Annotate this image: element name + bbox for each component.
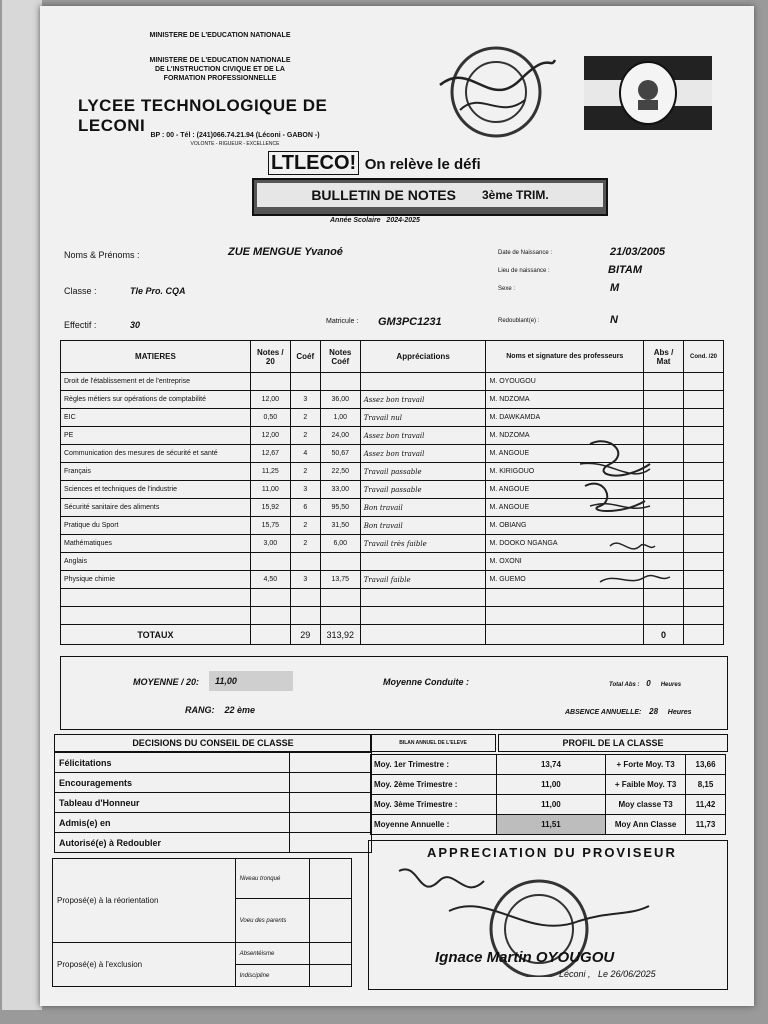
birthdate: 21/03/2005 [610,246,666,258]
conduct-cell [684,445,724,463]
teacher-signatures [560,434,680,594]
principal-title: APPRECIATION DU PROVISEUR [427,845,677,860]
rank: RANG: 22 ème [185,705,256,715]
coef-cell: 2 [290,463,320,481]
decision-value [290,753,372,773]
weighted-cell: 1,00 [320,409,360,427]
weighted-cell: 13,75 [320,571,360,589]
balance-label: Moy. 1er Trimestre : [371,755,497,775]
balance-value: 11,00 [496,775,605,795]
decision-row [55,813,372,833]
decision-row [55,793,372,813]
conduct-cell [684,391,724,409]
teacher-cell: M. OYOUGOU [486,373,644,391]
subject-cell: Droit de l'établissement et de l'entreprise [61,373,251,391]
conduct-cell [684,481,724,499]
ministry-top: MINISTERE DE L'EDUCATION NATIONALE [149,32,291,39]
class-label: Classe : [64,286,97,296]
subject-cell: Anglais [61,553,251,571]
grade-row [61,373,724,391]
conduct-cell [684,553,724,571]
table-row [61,607,724,625]
class-stat-label: Moy classe T3 [606,795,686,815]
teacher-cell: M. OBIANG [486,517,644,535]
grade-cell: 11,25 [250,463,290,481]
class-stat-value: 8,15 [686,775,726,795]
coef-cell [290,373,320,391]
bulletin-title: BULLETIN DE NOTES [311,187,456,203]
blank-rows [61,589,724,645]
appreciation-cell: Assez bon travail [360,391,486,409]
count-label: Effectif : [64,320,97,330]
student-name: ZUE MENGUE Yvanoé [228,246,343,258]
weighted-cell: 95,50 [320,499,360,517]
balance-row [371,755,726,775]
average-value: 11,00 [209,671,293,691]
grade-cell: 12,00 [250,427,290,445]
decision-label: Admis(e) en [55,813,290,833]
balance-label: Moyenne Annuelle : [371,815,497,835]
decisions-table [54,752,372,853]
appreciation-cell: Bon travail [360,517,486,535]
teacher-cell: M. ANGOUE [486,445,644,463]
appreciation-cell [360,373,486,391]
school-contact: BP : 00 - Tél : (241)066.74.21.94 (Léconi - GABON -) [150,132,320,139]
grade-cell: 3,00 [250,535,290,553]
grade-cell: 15,92 [250,499,290,517]
balance-label: Moy. 2ème Trimestre : [371,775,497,795]
col-conduct: Cond. /20 [684,341,724,373]
appreciation-cell: Bon travail [360,499,486,517]
col-grade: Notes / 20 [250,341,290,373]
conduct-cell [684,517,724,535]
decision-value [290,773,372,793]
absence-cell [644,373,684,391]
absence-cell [644,391,684,409]
totals-label: TOTAUX [61,625,251,645]
weighted-cell: 50,67 [320,445,360,463]
subject-cell: Physique chimie [61,571,251,589]
conduct-cell [684,409,724,427]
balance-row [371,815,726,835]
totals-row [61,625,724,645]
birthdate-label: Date de Naissance : [498,250,553,256]
weighted-cell [320,373,360,391]
parent-wish-label: Voeu des parents [235,899,309,943]
col-weighted: Notes Coéf [320,341,360,373]
teacher-cell: M. OXONI [486,553,644,571]
coef-cell: 2 [290,427,320,445]
report-card-sheet [40,6,754,1006]
underlying-page [2,0,42,1010]
weighted-cell [320,553,360,571]
matricule-label: Matricule : [326,318,359,325]
teacher-cell: M. DOOKO NGANGA [486,535,644,553]
class-stat-label: + Forte Moy. T3 [606,755,686,775]
conduct-cell [684,535,724,553]
grade-cell: 12,00 [250,391,290,409]
orientation-table [52,858,352,987]
sex-label: Sexe : [498,286,516,292]
totals-coef: 29 [290,625,320,645]
decisions-header: DECISIONS DU CONSEIL DE CLASSE [54,734,372,752]
decision-label: Félicitations [55,753,290,773]
grade-cell [250,553,290,571]
col-coef: Coéf [290,341,320,373]
teacher-cell: M. KIRIGOUO [486,463,644,481]
weighted-cell: 31,50 [320,517,360,535]
class-stat-value: 11,73 [686,815,726,835]
decision-label: Encouragements [55,773,290,793]
principal-name: Ignace Martin OYOUGOU [435,949,615,966]
subject-cell: PE [61,427,251,445]
class-stat-value: 11,42 [686,795,726,815]
conduct-cell [684,463,724,481]
teacher-cell: M. NDZOMA [486,391,644,409]
appreciation-cell: Travail passable [360,481,486,499]
subject-cell: Communication des mesures de sécurité et santé [61,445,251,463]
coef-cell: 4 [290,445,320,463]
col-appreciation: Appréciations [360,341,486,373]
school-name: LYCEE TECHNOLOGIQUE DE LECONI [78,96,328,135]
weighted-cell: 36,00 [320,391,360,409]
profile-header: PROFIL DE LA CLASSE [498,734,728,752]
weighted-cell: 22,50 [320,463,360,481]
balance-label: Moy. 3ème Trimestre : [371,795,497,815]
coef-cell [290,553,320,571]
appreciation-cell: Assez bon travail [360,427,486,445]
appreciation-cell: Travail passable [360,463,486,481]
name-label: Noms & Prénoms : [64,250,140,260]
balance-value: 11,00 [496,795,605,815]
balance-row [371,795,726,815]
principal-date: Léconi , Le 26/06/2025 [559,969,656,979]
sex: M [610,282,620,294]
col-subject: MATIERES [61,341,251,373]
trimester-label: 3ème TRIM. [481,188,549,202]
subject-cell: Règles métiers sur opérations de comptabilité [61,391,251,409]
coef-cell: 3 [290,571,320,589]
decision-label: Tableau d'Honneur [55,793,290,813]
balance-value: 11,51 [496,815,605,835]
decision-row [55,753,372,773]
repeater: N [610,314,618,326]
appreciation-cell [360,553,486,571]
total-absences: Total Abs : 0 Heures [609,679,682,688]
decision-value [290,793,372,813]
subject-cell: Sécurité sanitaire des aliments [61,499,251,517]
coef-cell: 3 [290,481,320,499]
school-slogan: LTLECO! On relève le défi [268,152,481,175]
decision-row [55,833,372,853]
republic-emblem-icon [618,60,678,126]
conduct-cell [684,427,724,445]
conduct-cell [684,499,724,517]
birthplace: BITAM [608,264,643,276]
title-box [252,178,608,216]
grade-cell: 15,75 [250,517,290,535]
average-section [60,656,728,730]
balance-value: 13,74 [496,755,605,775]
totals-absence: 0 [644,625,684,645]
class-stat-value: 13,66 [686,755,726,775]
grade-cell [250,373,290,391]
coef-cell: 2 [290,517,320,535]
weighted-cell: 33,00 [320,481,360,499]
conduct-label: Moyenne Conduite : [383,677,469,687]
principal-box [368,840,728,990]
col-teacher: Noms et signature des professeurs [486,341,644,373]
subject-cell: EIC [61,409,251,427]
teacher-cell: M. DAWKAMDA [486,409,644,427]
teacher-cell: M. ANGOUE [486,481,644,499]
balance-header: BILAN ANNUEL DE L'ELEVE [370,734,496,752]
coef-cell: 2 [290,535,320,553]
subject-cell: Pratique du Sport [61,517,251,535]
ministry-name: MINISTERE DE L'EDUCATION NATIONALE DE L'INSTRUCTION CIVIQUE ET DE LA FORMATION PROFESSIONNELLE [149,57,291,82]
balance-row [371,775,726,795]
decision-label: Autorisé(e) à Redoubler [55,833,290,853]
grade-cell: 12,67 [250,445,290,463]
grade-cell: 11,00 [250,481,290,499]
coef-cell: 2 [290,409,320,427]
appreciation-cell: Travail très faible [360,535,486,553]
conduct-cell [684,373,724,391]
teacher-cell: M. NDZOMA [486,427,644,445]
school-motto: VOLONTE - RIGUEUR - EXCELLENCE [190,141,280,147]
class-count: 30 [130,320,141,330]
appreciation-cell: Assez bon travail [360,445,486,463]
class-stat-label: Moy Ann Classe [606,815,686,835]
decision-value [290,833,372,853]
subject-cell: Mathématiques [61,535,251,553]
exclusion-label: Proposé(e) à l'exclusion [53,943,236,987]
class-stat-label: + Faible Moy. T3 [606,775,686,795]
emblem-banner [584,56,712,130]
school-year: Année Scolaire 2024-2025 [330,217,420,224]
decision-row [55,773,372,793]
teacher-cell: M. GUEMO [486,571,644,589]
conduct-cell [684,571,724,589]
grade-row [61,391,724,409]
reorientation-label: Proposé(e) à la réorientation [53,859,236,943]
grade-cell: 4,50 [250,571,290,589]
birthplace-label: Lieu de naissance : [498,268,550,274]
absence-cell [644,409,684,427]
matricule: GM3PC1231 [378,316,442,328]
tutor-level-label: Niveau tronqué [235,859,309,899]
appreciation-cell: Travail faible [360,571,486,589]
official-stamp [430,40,560,140]
repeater-label: Redoublant(e) : [498,318,540,324]
balance-table [370,754,726,835]
appreciation-cell: Travail nul [360,409,486,427]
coef-cell: 6 [290,499,320,517]
absenteeism-label: Absentéisme [235,943,309,965]
weighted-cell: 24,00 [320,427,360,445]
average-label: MOYENNE / 20: [133,677,200,687]
coef-cell: 3 [290,391,320,409]
annual-absence: ABSENCE ANNUELLE: 28 Heures [565,707,692,716]
indiscipline-label: Indiscipline [235,965,309,987]
student-class: Tle Pro. CQA [130,286,186,296]
decision-value [290,813,372,833]
subject-cell: Sciences et techniques de l'industrie [61,481,251,499]
totals-weighted: 313,92 [320,625,360,645]
grade-row [61,409,724,427]
col-absence: Abs / Mat [644,341,684,373]
subject-cell: Français [61,463,251,481]
teacher-cell: M. ANGOUE [486,499,644,517]
weighted-cell: 6,00 [320,535,360,553]
grade-cell: 0,50 [250,409,290,427]
